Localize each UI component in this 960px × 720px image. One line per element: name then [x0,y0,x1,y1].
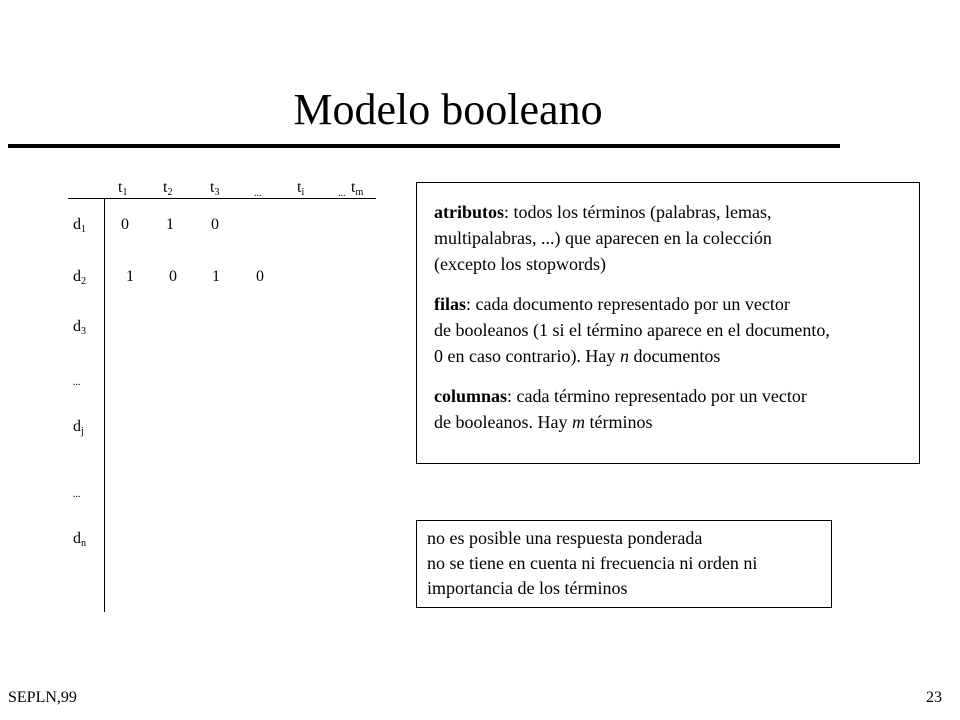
row-header-ellipsis: ... [73,377,81,388]
matrix-cell: 0 [256,268,264,285]
term-atributos: atributos [434,202,505,222]
row-header-d3: $d_3$ [73,318,86,337]
matrix-header-rule [68,198,376,199]
column-header-tm: $t_m$ [351,179,364,198]
note-line: importancia de los términos [427,578,628,598]
definition-filas: filas: cada documento representado por un vector de booleanos (1 si el término aparece en el documento, 0 en caso contrario). Hay n documentos [434,294,830,366]
note-line: no se tiene en cuenta ni frecuencia ni orden ni [427,553,758,573]
row-header-d2: $d_2$ [73,268,86,287]
term-filas: filas [434,294,467,314]
row-header-dj: $d_j$ [73,418,84,437]
matrix-cell: 0 [211,216,219,233]
term-columnas: columnas [434,386,508,406]
notes-box [416,520,832,608]
row-header-d1: $d_1$ [73,216,86,235]
note-line: no es posible una respuesta ponderada [427,528,703,548]
matrix-cell: 0 [169,268,177,285]
column-header-t2: $t_2$ [163,179,173,198]
matrix-cell: 1 [166,216,174,233]
matrix-cell: 1 [212,268,220,285]
matrix-cell: 0 [121,216,129,233]
footer-source: SEPLN,99 [8,689,77,706]
column-header-ellipsis: ... [254,188,262,199]
definitions-box [416,182,920,464]
matrix-cell: 1 [126,268,134,285]
variable-m: m [571,412,585,432]
matrix-vertical-rule [104,198,105,612]
row-header-ellipsis: ... [73,489,81,500]
column-header-ti: $t_i$ [297,179,305,198]
definition-columnas: columnas: cada término representado por un vector de booleanos. Hay m términos [434,386,807,432]
title-underline [8,144,840,148]
page-number: 23 [926,689,942,706]
column-header-ellipsis: ... [338,188,346,199]
column-header-t1: $t_1$ [118,179,128,198]
slide-title: Modelo booleano [293,85,603,134]
column-header-t3: $t_3$ [210,179,220,198]
variable-n: n [619,346,629,366]
definition-atributos: atributos: todos los términos (palabras, lemas, multipalabras, ...) que aparecen en la colección (excepto los stopwords) [434,202,772,274]
row-header-dn: $d_n$ [73,530,86,549]
